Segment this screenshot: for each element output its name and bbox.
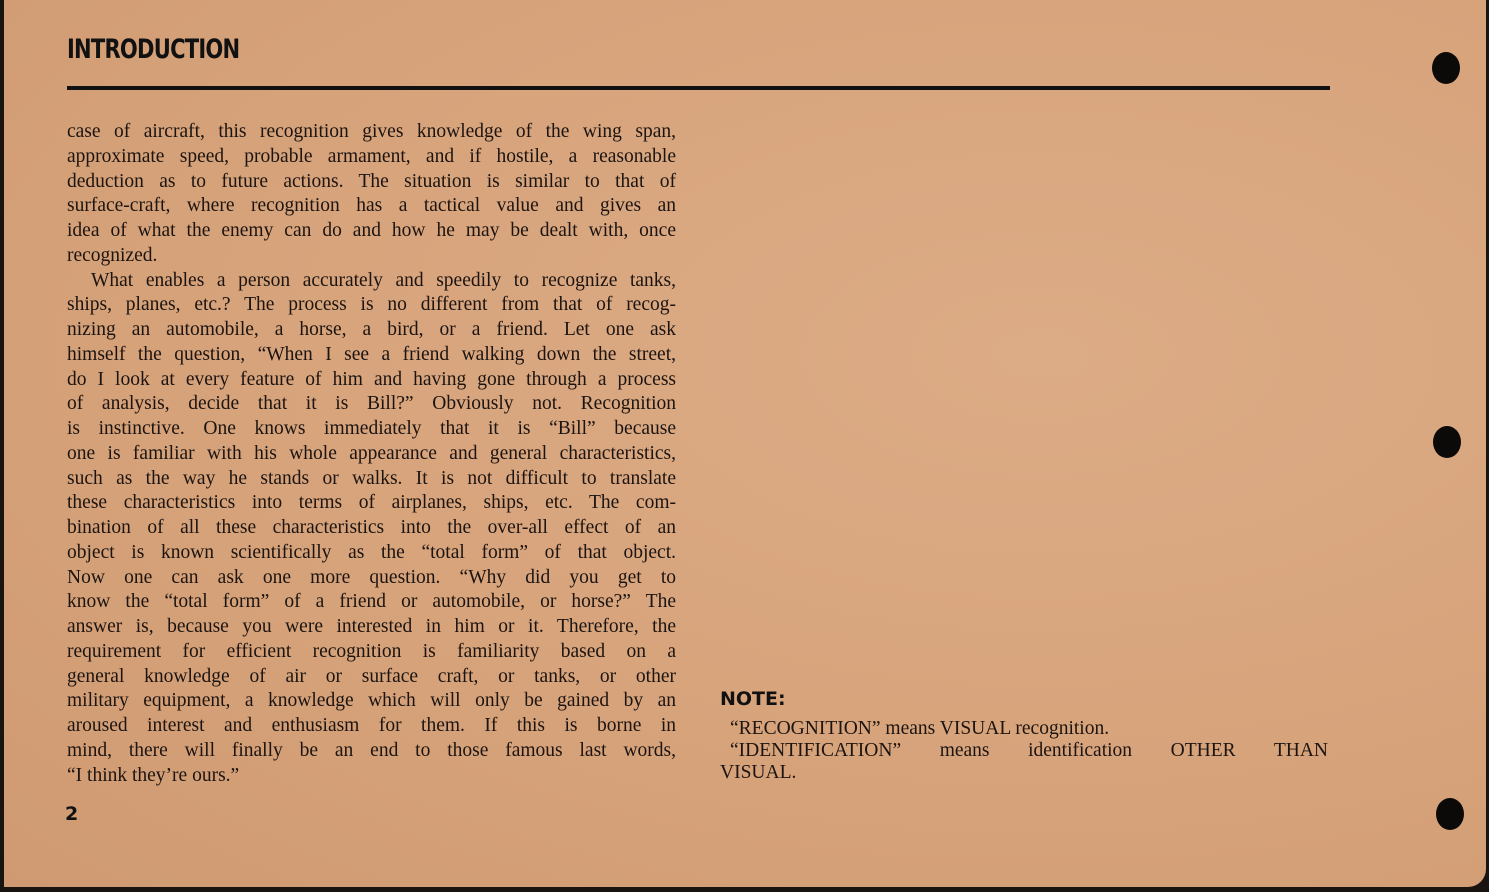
body-line: general knowledge of air or surface craft, or tanks, or other <box>67 665 676 687</box>
body-line: case of aircraft, this recognition gives knowledge of the wing span, <box>67 121 676 142</box>
body-line: Now one can ask one more question. “Why did you get to <box>67 566 676 588</box>
body-line: answer is, because you were interested in him or it. Therefore, the <box>67 616 676 637</box>
body-line: mind, there will finally be an end to those famous last words, <box>67 739 676 761</box>
body-line: such as the way he stands or walks. It is not difficult to translate <box>67 467 676 489</box>
body-line: aroused interest and enthusiasm for them. If this is borne in <box>67 715 676 736</box>
body-line: know the “total form” of a friend or automobile, or horse?” The <box>67 591 676 613</box>
note-heading: NOTE: <box>720 688 786 710</box>
body-text <box>67 120 676 788</box>
body-line: himself the question, “When I see a friend walking down the street, <box>67 343 676 365</box>
page-number: 2 <box>65 803 79 825</box>
body-line: nizing an automobile, a horse, a bird, or a friend. Let one ask <box>67 319 676 340</box>
body-line: idea of what the enemy can do and how he may be dealt with, once <box>67 220 676 241</box>
body-line: deduction as to future actions. The situation is similar to that of <box>67 170 676 192</box>
body-line: “I think they’re ours.” <box>67 764 240 786</box>
body-line: of analysis, decide that it is Bill?” Obviously not. Recognition <box>67 393 676 415</box>
note-text <box>720 718 1328 784</box>
note-line-identification: “IDENTIFICATION” means identification OTHER THAN VISUAL. <box>720 740 1328 783</box>
body-line: military equipment, a knowledge which will only be gained by an <box>67 690 676 712</box>
header-rule <box>67 86 1330 90</box>
body-line: object is known scientifically as the “total form” of that object. <box>67 541 676 563</box>
note-line-recognition: “RECOGNITION” means VISUAL recognition. <box>730 718 1110 739</box>
binder-hole-middle <box>1433 426 1461 458</box>
body-line: What enables a person accurately and speedily to recognize tanks, <box>91 269 676 291</box>
body-line: one is familiar with his whole appearance and general characteristics, <box>67 442 676 464</box>
body-line: requirement for efficient recognition is familiarity based on a <box>67 640 676 662</box>
binder-hole-top <box>1432 52 1460 84</box>
body-line: recognized. <box>67 244 158 266</box>
body-line: ships, planes, etc.? The process is no different from that of recog- <box>67 294 676 316</box>
section-title: INTRODUCTION <box>67 34 240 65</box>
body-line: surface-craft, where recognition has a tactical value and gives an <box>67 195 676 217</box>
document-page <box>4 0 1486 887</box>
body-line: do I look at every feature of him and having gone through a process <box>67 368 676 390</box>
body-line: is instinctive. One knows immediately that it is “Bill” because <box>67 418 676 439</box>
body-line: bination of all these characteristics into the over-all effect of an <box>67 517 676 538</box>
binder-hole-bottom <box>1436 798 1464 830</box>
body-line: approximate speed, probable armament, and if hostile, a reasonable <box>67 145 676 167</box>
body-line: these characteristics into terms of airplanes, ships, etc. The com- <box>67 492 676 514</box>
